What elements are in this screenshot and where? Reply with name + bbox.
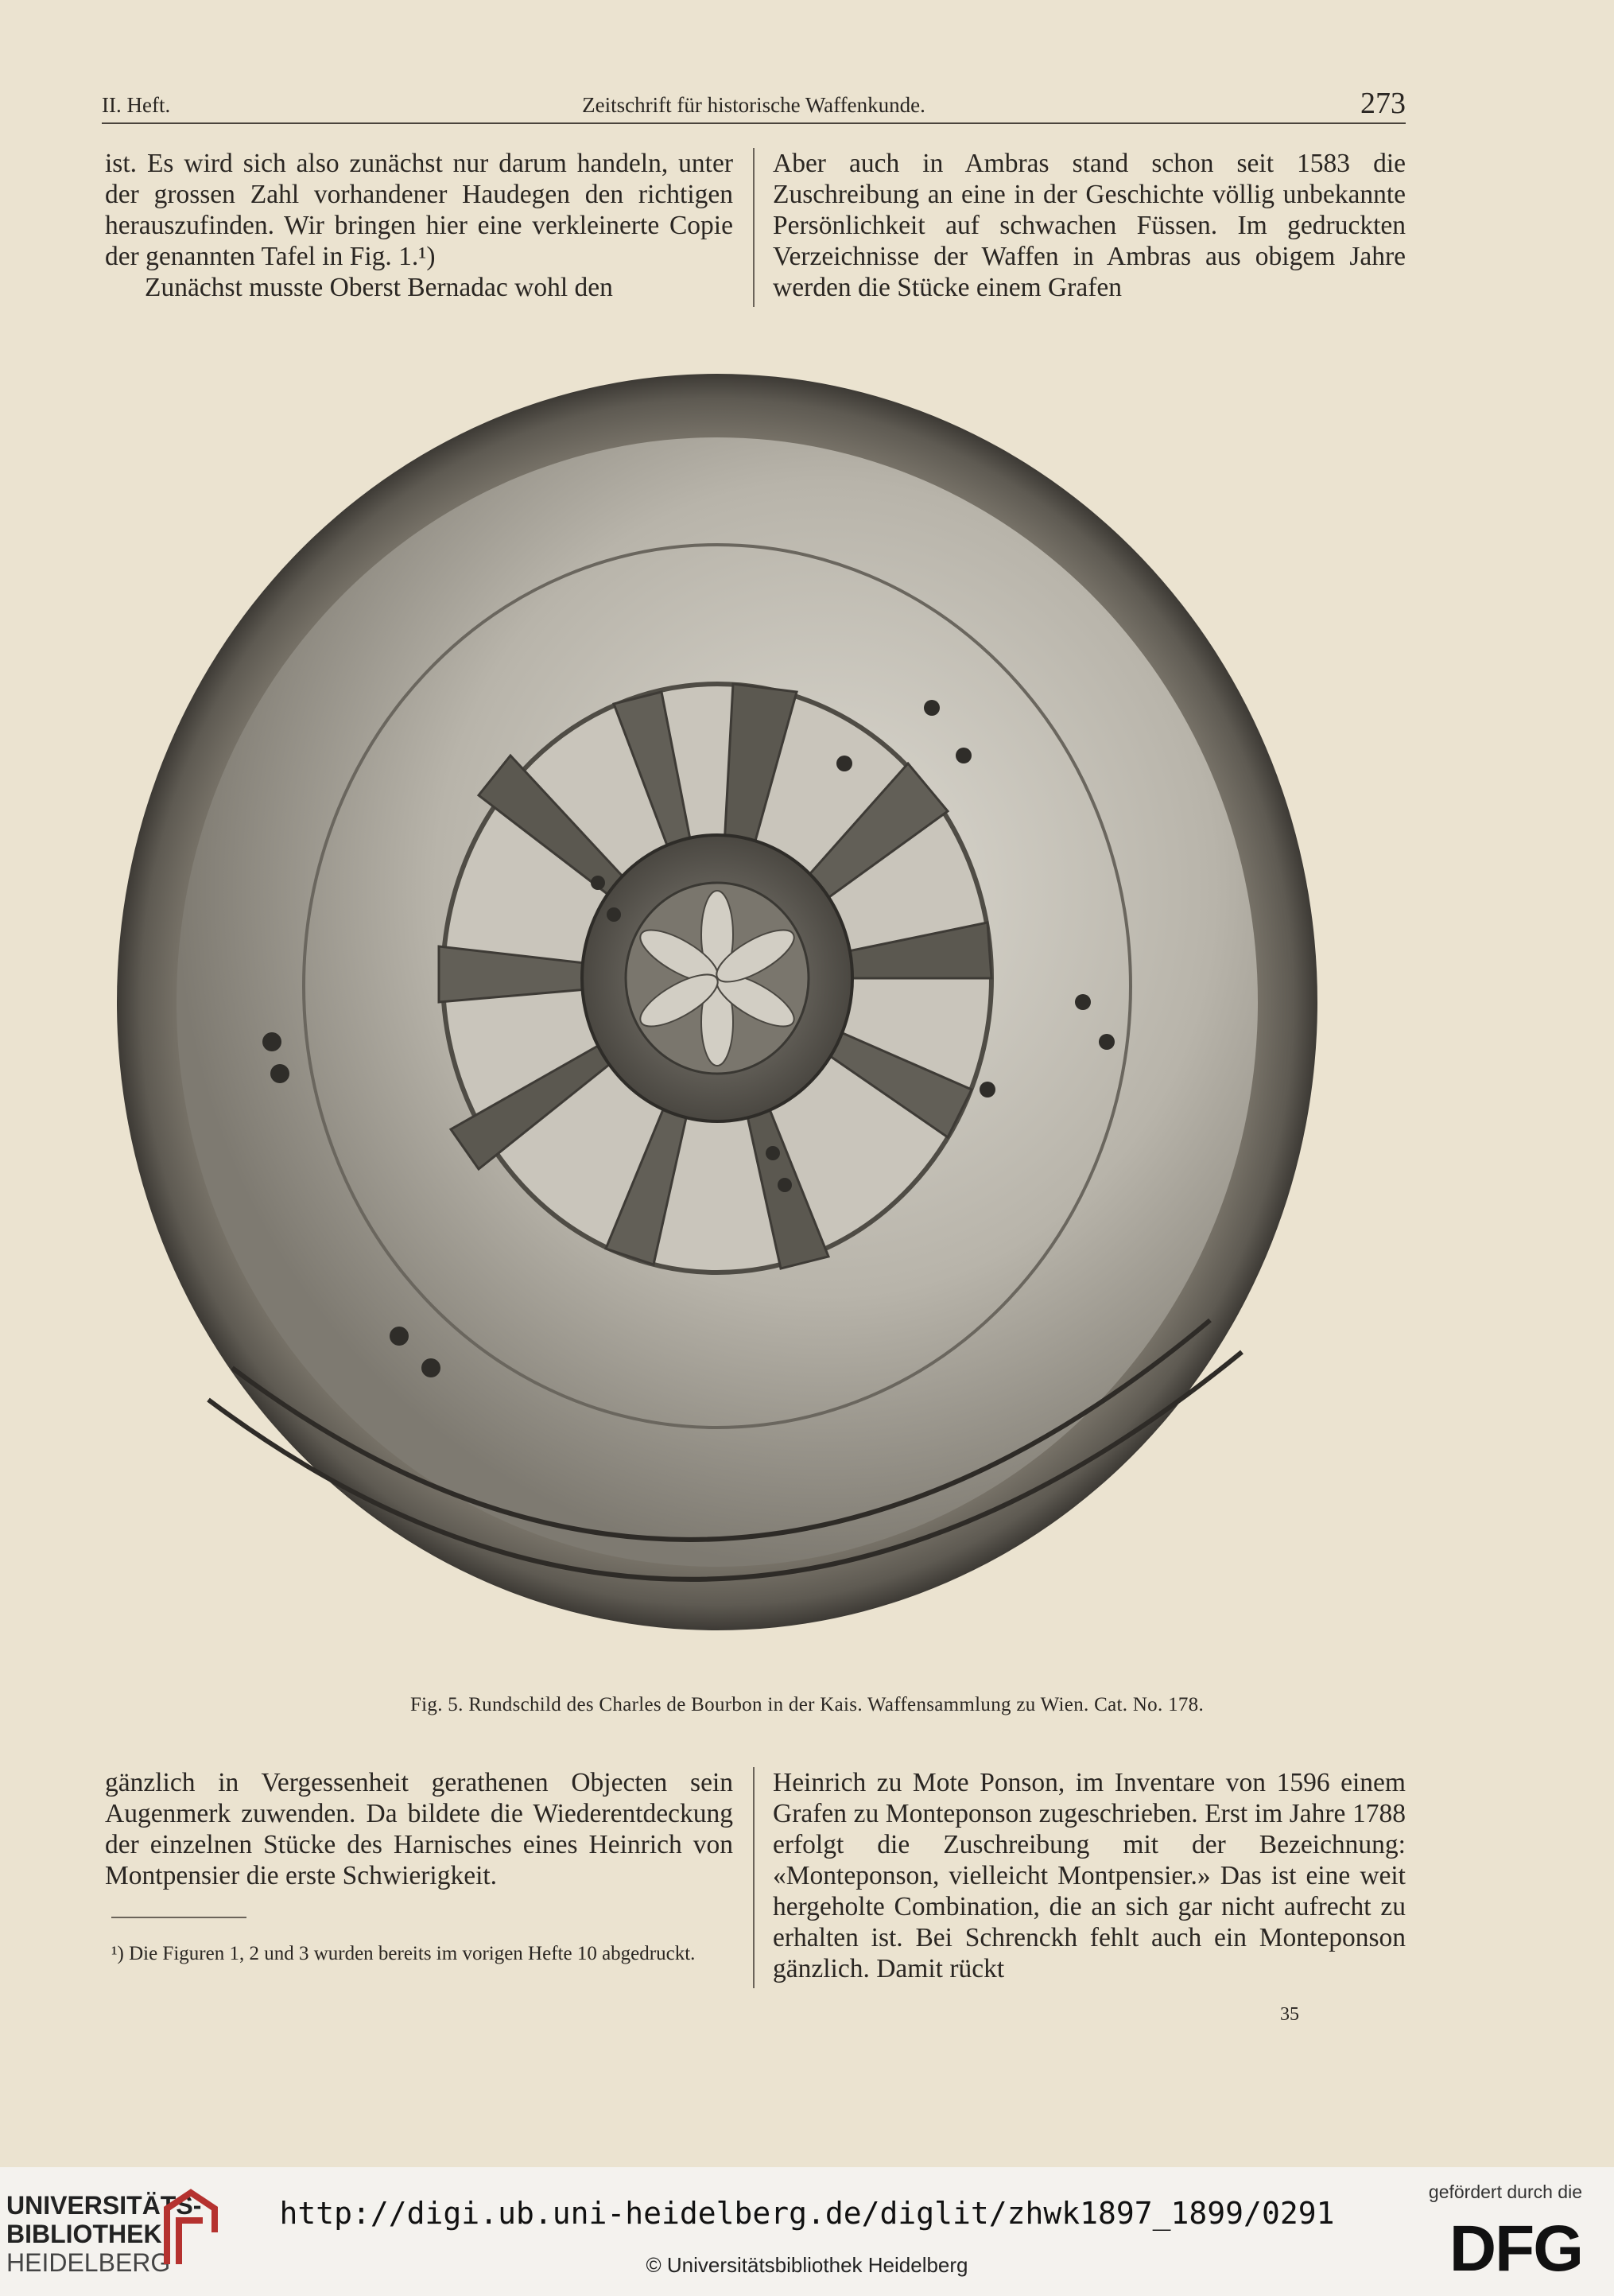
bottom-right-column xyxy=(773,1767,1406,1984)
running-header xyxy=(102,81,1406,124)
figure-caption: Fig. 5. Rundschild des Charles de Bourbon in der Kais. Waffensammlung zu Wien. Cat. No. 178. xyxy=(409,1694,1205,1715)
footnote: ¹) Die Figuren 1, 2 und 3 wurden bereits im vorigen Hefte 10 abgedruckt. xyxy=(111,1943,696,1964)
library-name-line3: HEIDELBERG xyxy=(6,2248,171,2277)
column-divider xyxy=(753,148,755,307)
copyright-notice: © Universitätsbibliothek Heidelberg xyxy=(646,2253,968,2277)
paragraph: Aber auch in Ambras stand schon seit 1583 die Zuschreibung an eine in der Geschichte völlig unbekannte Persönlichkeit auf schwachen Füssen. Im gedruckten Verzeichnisse der Waffen in Ambras aus obigem Jahre werden die Stücke einem Grafen xyxy=(773,149,1406,302)
funding-note: gefördert durch die xyxy=(1428,2181,1582,2202)
permalink-url[interactable]: http://digi.ub.uni-heidelberg.de/diglit/zhwk1897_1899/0291 xyxy=(279,2196,1335,2231)
top-left-column xyxy=(105,148,733,303)
footnote-rule xyxy=(111,1917,246,1918)
issue-label: II. Heft. xyxy=(102,93,171,117)
paragraph: gänzlich in Vergessenheit gerathenen Objecten sein Augenmerk zuwenden. Da bildete die Wiederentdeckung der einzelnen Stücke des Harnisches eines Heinrich von Montpensier die erste Schwierigkeit. xyxy=(105,1768,733,1890)
digitization-footer xyxy=(0,2167,1614,2296)
page-number: 273 xyxy=(1360,87,1406,120)
library-name-line1: UNIVERSITÄTS- xyxy=(6,2191,202,2220)
top-right-column xyxy=(773,148,1406,303)
shield-photograph xyxy=(97,350,1337,1654)
signature-mark: 35 xyxy=(1280,2004,1299,2025)
paragraph: Heinrich zu Mote Ponson, im Inventare von 1596 einem Grafen zu Monteponson zugeschrieben. Erst im Jahre 1788 erfolgt die Zuschreibung mit der Bezeichnung: «Monteponson, vielleicht Montpensier.» Das ist eine weit hergeholte Combination, die an sich gar nicht aufrecht zu erhalten ist. Bei Schrenckh fehlt auch ein Monteponson gänzlich. Damit rückt xyxy=(773,1768,1406,1983)
column-divider xyxy=(753,1767,755,1988)
paragraph: ist. Es wird sich also zunächst nur darum handeln, unter der grossen Zahl vorhandener Haudegen den richtigen herauszufinden. Wir bringen hier eine verkleinerte Copie der genannten Tafel in Fig. 1.¹) xyxy=(105,149,733,271)
dfg-logo: DFG xyxy=(1449,2212,1582,2285)
library-name-line2: BIBLIOTHEK xyxy=(6,2220,162,2248)
bottom-left-column xyxy=(105,1767,733,1891)
paragraph: Zunächst musste Oberst Bernadac wohl den xyxy=(145,273,613,302)
journal-title: Zeitschrift für historische Waffenkunde. xyxy=(582,93,925,117)
